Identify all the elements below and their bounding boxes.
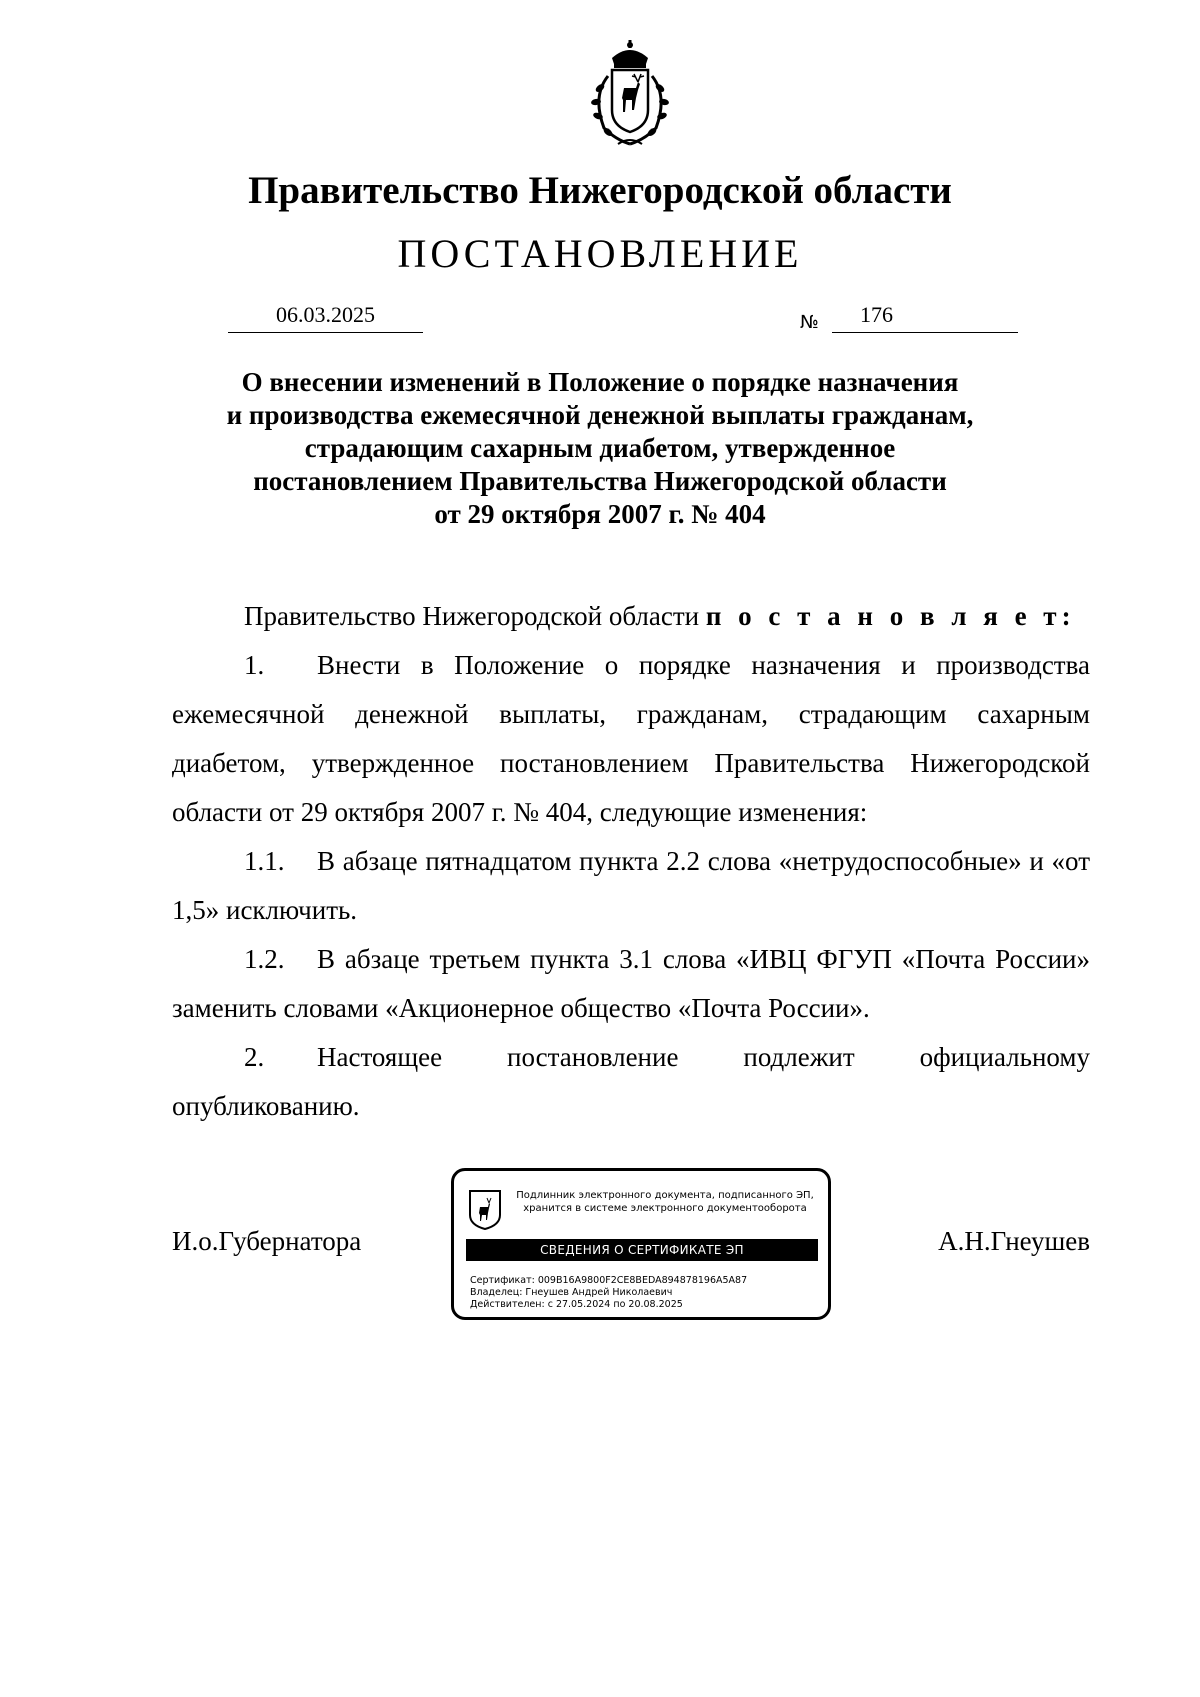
- subject-line: постановлением Правительства Нижегородской области: [253, 466, 947, 496]
- item-1-2: [172, 935, 1090, 1033]
- item-text: В абзаце пятнадцатом пункта 2.2 слова «нетрудоспособные» и «от 1,5» исключить.: [172, 846, 1090, 925]
- subject-line: страдающим сахарным диабетом, утвержденное: [304, 433, 896, 463]
- item-number: 1.1.: [244, 846, 285, 876]
- document-body: [172, 592, 1090, 1131]
- coat-of-arms-icon: [578, 40, 682, 152]
- item-number: 1.2.: [244, 944, 285, 974]
- preamble-text: Правительство Нижегородской области: [244, 601, 700, 631]
- certificate-validity: Действителен: с 27.05.2024 по 20.08.2025: [470, 1299, 683, 1310]
- item-number: 2.: [244, 1042, 265, 1072]
- item-number: 1.: [244, 650, 265, 680]
- document-date: 06.03.2025: [276, 302, 375, 327]
- certificate-serial: Сертификат: 009B16A9800F2CE8BEDA894878196A5A87: [470, 1275, 748, 1286]
- document-number: 176: [860, 302, 893, 327]
- signer-name: А.Н.Гнеушев: [938, 1226, 1090, 1256]
- subject-line: и производства ежемесячной денежной выплаты гражданам,: [226, 400, 974, 430]
- subject-line: О внесении изменений в Положение о порядке назначения: [241, 367, 959, 397]
- subject-line: от 29 октября 2007 г. № 404: [434, 499, 766, 529]
- certificate-owner: Владелец: Гнеушев Андрей Николаевич: [470, 1287, 673, 1298]
- document-subject: [160, 366, 1040, 531]
- document-type: ПОСТАНОВЛЕНИЕ: [397, 231, 803, 276]
- stamp-notice-line: Подлинник электронного документа, подписанного ЭП,: [516, 1190, 814, 1201]
- item-text: В абзаце третьем пункта 3.1 слова «ИВЦ ФГУП «Почта России» заменить словами «Акционерное общество «Почта России».: [172, 944, 1090, 1023]
- item-text: Внести в Положение о порядке назначения и производства ежемесячной денежной выплаты, гражданам, страдающим сахарным диабетом, утвержденное постановлением Правительства Нижегородской области от 29 октября 2007 г. № 404, следующие изменения:: [172, 650, 1090, 827]
- stamp-certificate-info: [470, 1275, 747, 1311]
- number-field: [832, 302, 1018, 333]
- stamp-certificate-header: СВЕДЕНИЯ О СЕРТИФИКАТЕ ЭП: [466, 1239, 818, 1261]
- preamble: [172, 592, 1090, 641]
- item-1-1: [172, 837, 1090, 935]
- signer-title: И.о.Губернатора: [172, 1226, 362, 1256]
- number-sign: №: [800, 312, 819, 333]
- deer-emblem-icon: [468, 1189, 502, 1231]
- item-text: Настоящее постановление подлежит официальному опубликованию.: [172, 1042, 1090, 1121]
- preamble-verb: п о с т а н о в л я е т:: [705, 601, 1076, 631]
- item-2: [172, 1033, 1090, 1131]
- stamp-notice-line: хранится в системе электронного документооборота: [523, 1203, 807, 1214]
- stamp-notice: [506, 1189, 824, 1215]
- e-signature-stamp: [451, 1168, 831, 1320]
- item-1: [172, 641, 1090, 837]
- date-field: [228, 302, 423, 333]
- authority-title: Правительство Нижегородской области: [248, 169, 952, 212]
